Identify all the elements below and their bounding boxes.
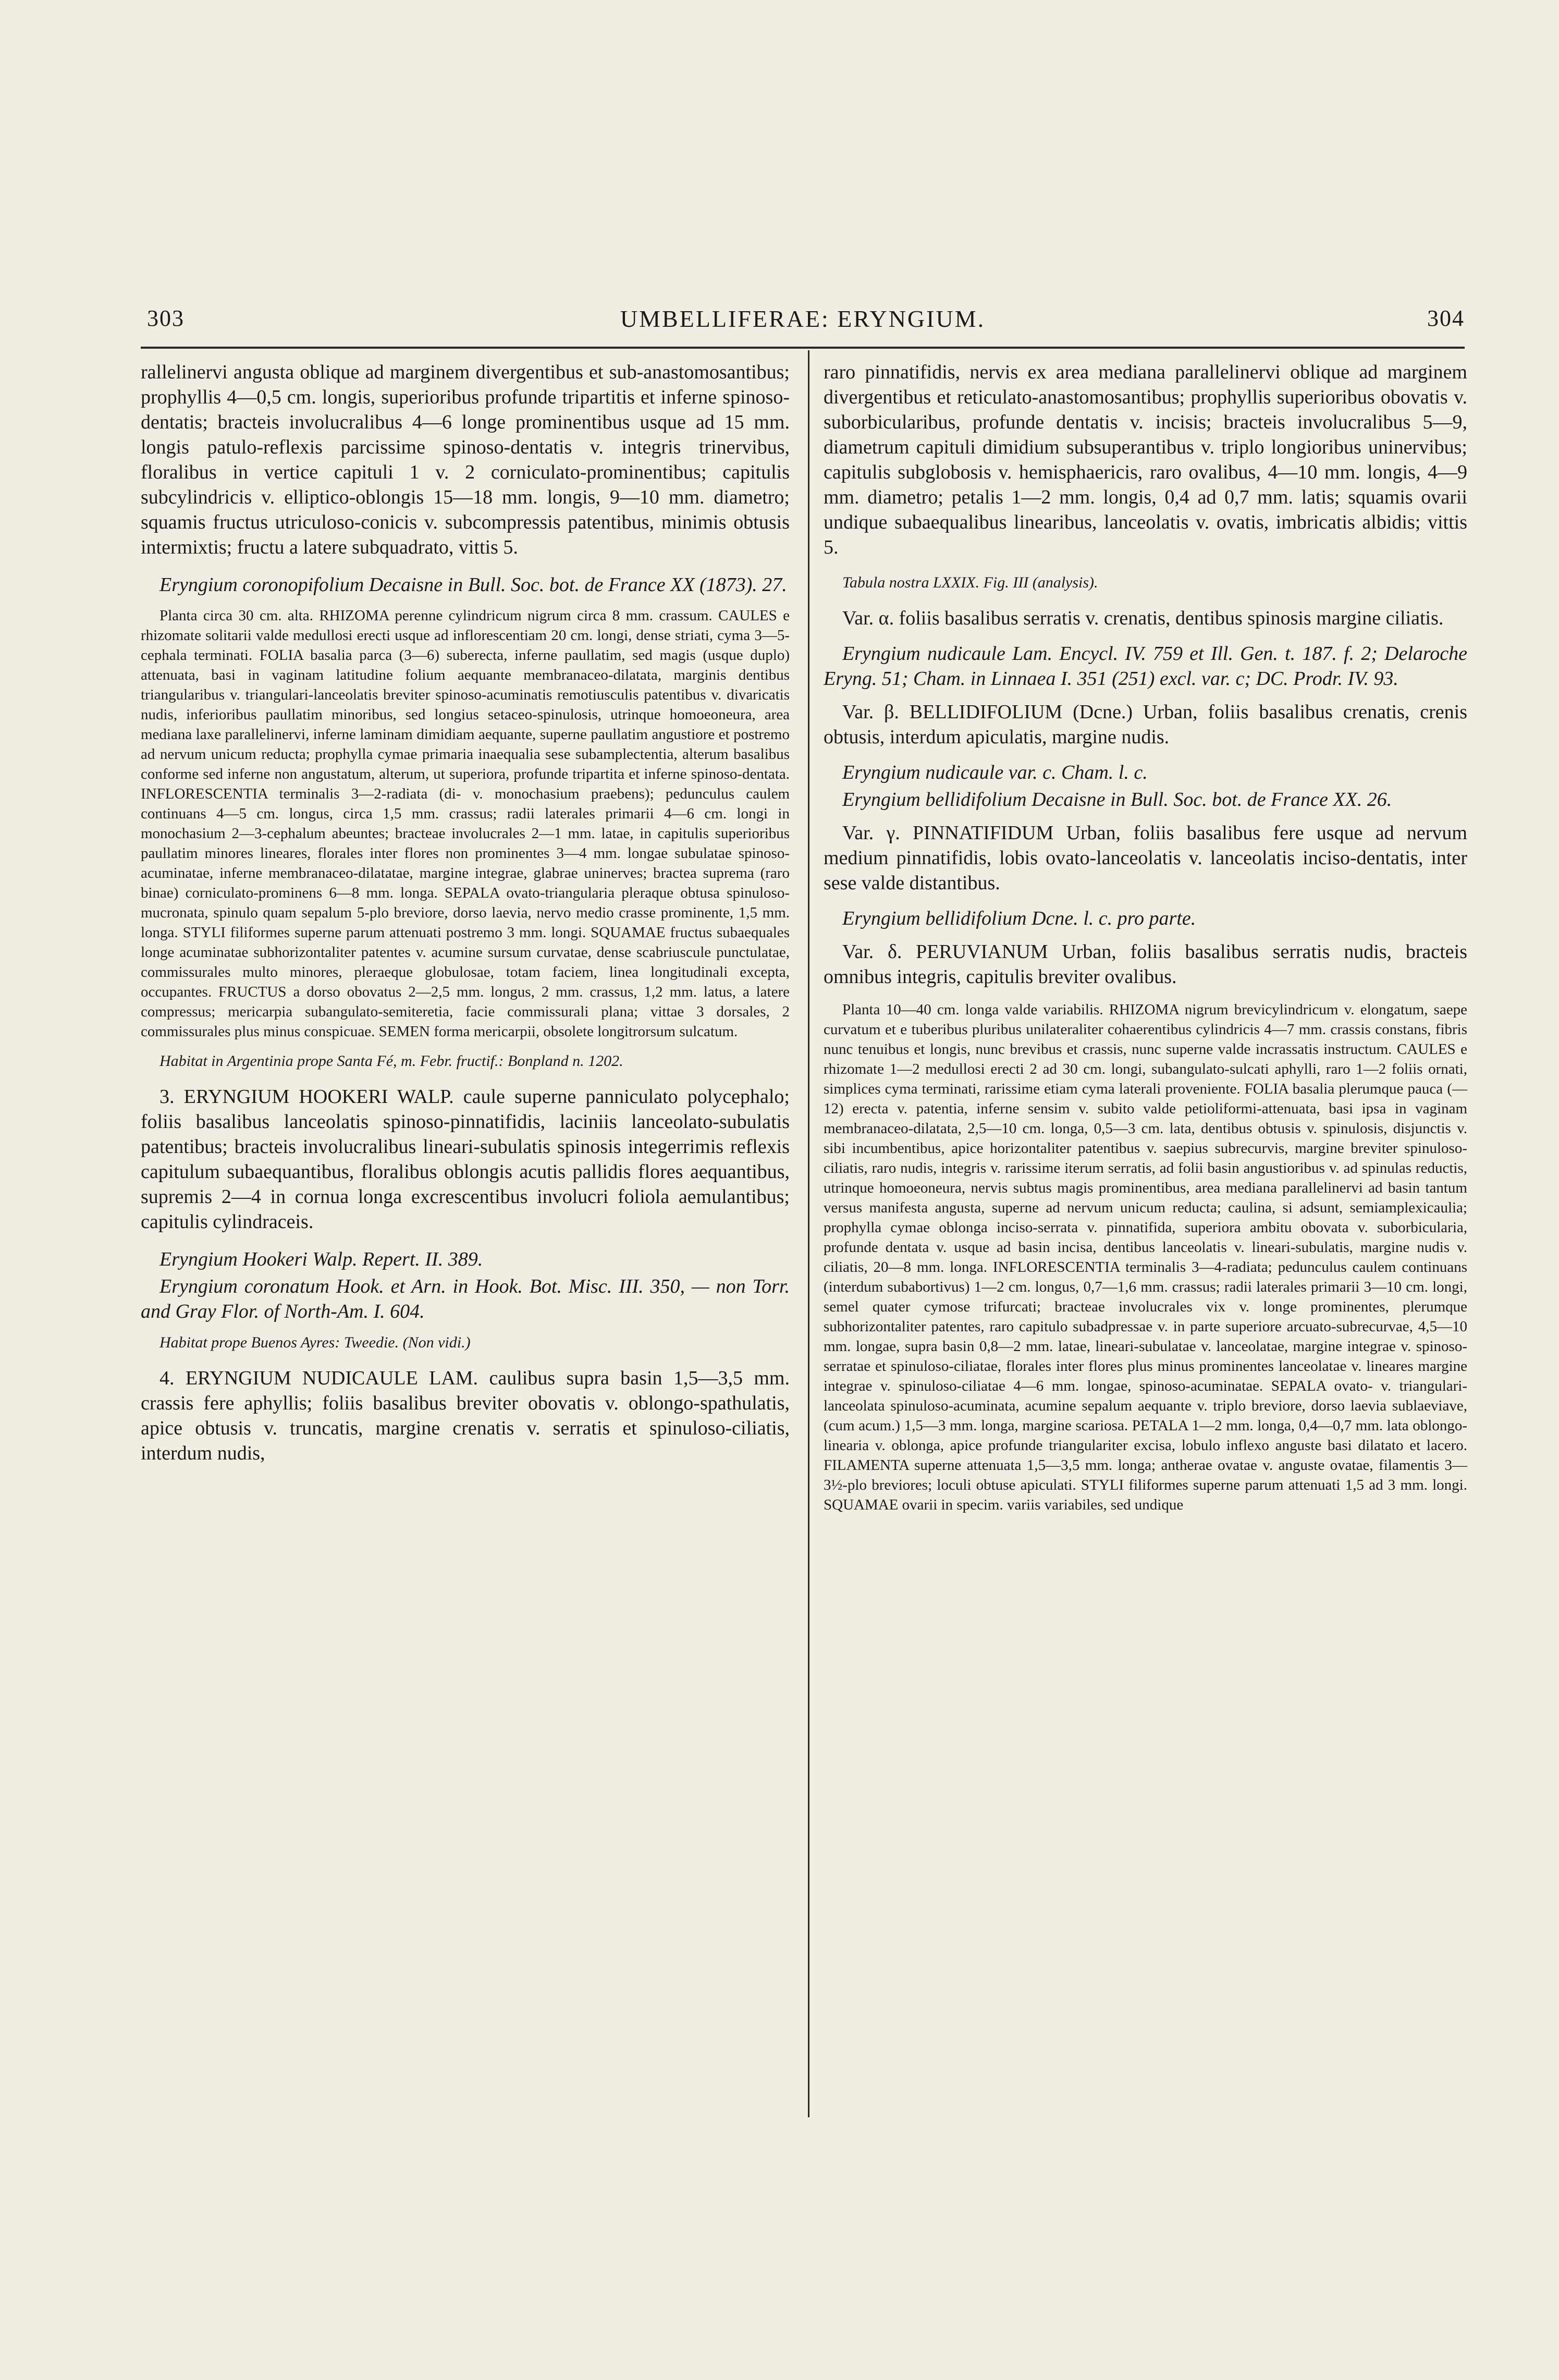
description-paragraph: Planta 10—40 cm. longa valde variabilis. RHIZOMA nigrum brevicylindricum v. elongatum, saepe curvatum et e tuberibus pluribus unilateraliter cohaerentibus cylindricis 4—7 mm. crassis constans, fibris nunc tenuibus et longis, nunc brevibus et crassis, nunc superne valde incrassatis instructum. CAULES e rhizomate 1—2 medullosi erecti 2 ad 30 cm. longi, subangulato-sulcati aphylli, raro 1—2 foliis ornati, simplices cyma terminati, rarissime etiam cyma laterali proveniente. FOLIA basalia plerumque pauca (—12) erecta v. patentia, inferne sensim v. subito valde petioliformi-attenuata, basi ipsa in vaginam membranaceo-dilatata, 2,5—10 cm. longa, 0,5—3 cm. lata, dentibus obtusis v. spinulosis, disjunctis v. sibi incumbentibus, apice horizontaliter patentibus v. saepius subrecurvis, margine breviter spinuloso-ciliatis, raro nudis, integris v. rarissime iterum serratis, ad folii basin angustioribus v. ad spinulas reductis, utrinque homoeoneura, nervis subtus magis prominentibus, area mediana parallelinervi ad basin tantum versus manifesta angusta, superne ad nervum unicum reducta; caulina, si adsunt, semiamplexicaulia; prophylla cymae oblonga inciso-serrata v. pinnatifida, superiora ambitu obovata v. suborbicularia, profunde dentata v. usque ad basin incisa, dentibus lanceolatis v. lineari-subulatis, margine nudis v. ciliatis, 20—8 mm. longa. INFLORESCENTIA terminalis 3—4-radiata; pedunculus caulem continuans (interdum subabortivus) 1—2 cm. longus, 0,7—1,6 mm. crassus; radii laterales primarii 3—10 cm. longi, semel quater cymose trifurcati; bracteae involucrales vix v. longe prominentes, plerumque subhorizontaliter patentes, raro capitulo subadpressae v. in parte superiore arcuato-subrecurvae, 4,5—10 mm. longae, supra basin 0,8—2 mm. latae, lineari-subulatae v. lanceolatae, margine integrae v. spinoso-serratae et spinuloso-ciliatae, florales inter flores plus minus prominentes lanceolatae v. lineares margine integrae v. spinuloso-ciliatae 4—6 mm. longae, spinoso-acuminatae. SEPALA ovato- v. triangulari-lanceolata spinuloso-acuminata, acumine sepalum aequante v. triplo breviore, dorso laevia sublaeviave, (cum acum.) 1,5—3 mm. longa, margine scariosa. PETALA 1—2 mm. longa, 0,4—0,7 mm. lata oblongo-linearia v. oblonga, apice profunde triangulariter excisa, lobulo inflexo anguste basi dilatato et lacero. FILAMENTA superne attenuata 1,5—3,5 mm. longa; antherae ovatae v. anguste ovatae, filamentis 3—3½-plo breviores; loculi obtuse apiculati. STYLI filiformes superne parum attenuati 1,5 ad 3 mm. longi. SQUAMAE ovarii in specim. variis variabiles, sed undique	[824, 1001, 1467, 1513]
continued-paragraph: raro pinnatifidis, nervis ex area mediana parallelinervi oblique ad marginem divergentibus et reticulato-anastomosantibus; prophyllis superioribus obovatis v. suborbicularibus, profunde dentatis v. incisis; bracteis involucralibus 5—9, diametrum capituli dimidium subsuperantibus v. triplo longioribus uninervibus; capitulis subglobosis v. hemisphaericis, raro ovalibus, 4—10 mm. longis, 4—9 mm. diametro; petalis 1—2 mm. longis, 0,4 ad 0,7 mm. latis; squamis ovarii undique subaequalibus linearibus, lanceolatis v. ovatis, imbricatis albidis; vittis 5.	[824, 361, 1467, 558]
variety-alpha: Var. α. foliis basalibus serratis v. crenatis, dentibus spinosis margine ciliatis.	[842, 607, 1444, 629]
variety-delta: Var. δ. PERUVIANUM Urban, foliis basalibus serratis nudis, bracteis omnibus integris, capitulis breviter ovalibus.	[824, 941, 1467, 988]
page-number-left: 303	[147, 305, 185, 331]
synonym-line: Eryngium bellidifolium Decaisne in Bull. Soc. bot. de France XX. 26.	[842, 789, 1392, 811]
species-3-diagnosis: 3. ERYNGIUM HOOKERI WALP. caule superne panniculato polycephalo; foliis basalibus lanceolatis spinoso-pinnatifidis, laciniis lanceolato-subulatis patentibus; bracteis involucralibus lineari-subulatis spinosis integerrimis reflexis capitulum subaequantibus, floralibus oblongis acutis pallidis flores aequantibus, supremis 2—4 in cornua longa excrescentibus involucri foliola aemulantibus; capitulis cylindraceis.	[141, 1086, 790, 1233]
synonym-line: Eryngium nudicaule var. c. Cham. l. c.	[842, 762, 1148, 783]
column-divider	[808, 350, 809, 2117]
synonym-line: Eryngium nudicaule Lam. Encycl. IV. 759 et Ill. Gen. t. 187. f. 2; Delaroche Eryng. 51; Cham. in Linnaea I. 351 (251) excl. var. c; DC. Prodr. IV. 93.	[824, 643, 1467, 690]
synonym-line: Eryngium coronopifolium Decaisne in Bull. Soc. bot. de France XX (1873). 27.	[159, 574, 787, 596]
habitat-note: Habitat in Argentinia prope Santa Fé, m. Febr. fructif.: Bonpland n. 1202.	[159, 1052, 623, 1070]
habitat-note: Habitat prope Buenos Ayres: Tweedie. (Non vidi.)	[159, 1334, 471, 1351]
page-header	[141, 305, 1465, 336]
synonym-line: Eryngium bellidifolium Dcne. l. c. pro parte.	[842, 907, 1196, 929]
left-column	[141, 360, 790, 1478]
right-column	[824, 360, 1467, 1524]
running-title: UMBELLIFERAE: ERYNGIUM.	[620, 305, 986, 332]
continued-paragraph: rallelinervi angusta oblique ad marginem divergentibus et sub-anastomosantibus; prophyllis 4—0,5 cm. longis, superioribus profunde tripartitis et inferne spinoso-dentatis; bracteis involucralibus 4—6 longe prominentibus usque ad 15 mm. longis patulo-reflexis parcissime spinoso-dentatis v. integris trinervibus, floralibus in vertice capituli 1 v. 2 corniculato-prominentibus; capitulis subcylindricis v. elliptico-oblongis 15—18 mm. longis, 9—10 mm. diametro; squamis fructus utriculoso-conicis v. subcompressis patentibus, minimis obtusis intermixtis; fructu a latere subquadrato, vittis 5.	[141, 361, 790, 558]
page-number-right: 304	[1427, 305, 1465, 331]
synonym-line: Eryngium coronatum Hook. et Arn. in Hook. Bot. Misc. III. 350, — non Torr. and Gray Flor. of North-Am. I. 604.	[141, 1275, 790, 1322]
synonym-line: Eryngium Hookeri Walp. Repert. II. 389.	[159, 1248, 483, 1270]
plate-reference: Tabula nostra LXXIX. Fig. III (analysis).	[842, 574, 1098, 591]
species-4-diagnosis: 4. ERYNGIUM NUDICAULE LAM. caulibus supra basin 1,5—3,5 mm. crassis fere aphyllis; foliis basalibus breviter obovatis v. oblongo-spathulatis, apice obtusis v. truncatis, margine crenatis v. serratis et spinuloso-ciliatis, interdum nudis,	[141, 1367, 790, 1464]
header-rule	[141, 347, 1465, 349]
variety-beta: Var. β. BELLIDIFOLIUM (Dcne.) Urban, foliis basalibus crenatis, crenis obtusis, interdum apiculatis, margine nudis.	[824, 701, 1467, 748]
variety-gamma: Var. γ. PINNATIFIDUM Urban, foliis basalibus fere usque ad nervum medium pinnatifidis, lobis ovato-lanceolatis v. lanceolatis inciso-dentatis, inter sese valde distantibus.	[824, 822, 1467, 894]
description-paragraph: Planta circa 30 cm. alta. RHIZOMA perenne cylindricum nigrum circa 8 mm. crassum. CAULES e rhizomate solitarii valde medullosi erecti usque ad inflorescentiam 20 cm. longi, dense striati, cyma 3—5-cephala terminati. FOLIA basalia parca (3—6) suberecta, inferne paullatim, sed magis (usque duplo) attenuata, basi in vaginam latitudine folium aequante membranaceo-dilatata, marginis dentibus triangularibus v. triangulari-lanceolatis breviter spinoso-acuminatis remotiusculis patentibus v. divaricatis nudis, inferioribus paullatim minoribus, sed longius setaceo-spinulosis, utrinque homoeoneura, area mediana laxe parallelinervi, inferne laminam dimidiam aequante, superne paullatim angustiore et postremo ad nervum unicum reducta; prophylla cymae primaria inaequalia sese subamplectentia, alterum basalibus conforme sed inferne non angustatum, alterum, ut superiora, profunde tripartita et inferne spinoso-dentata. INFLORESCENTIA terminalis 3—2-radiata (di- v. monochasium praebens); pedunculus caulem continuans 4—5 cm. longus, circa 1,5 mm. crassus; radii laterales primarii 4—6 cm. longi in monochasium 2—3-cephalum abeuntes; bracteae involucrales 2—1 mm. latae, in capitulis superioribus paullatim minores lineares, florales inter flores non prominentes 3—4 mm. longae subulatae spinoso-acuminatae, inferne membranaceo-dilatatae, margine integrae, glabrae uninerves; bractea suprema (raro binae) corniculato-prominens 6—8 mm. longa. SEPALA ovato-triangularia pleraque obtusa spinuloso-mucronata, spinulo quam sepalum 5-plo breviore, dorso laevia, nervo medio crasse prominente, 1,5 mm. longa. STYLI filiformes superne parum attenuati postremo 3 mm. longi. SQUAMAE fructus subaequales longe acuminatae subhorizontaliter patentes v. acumine sursum curvatae, dense scabriuscule punctulatae, commissurales multo minores, pleraeque globulosae, totam faciem, linea longitudinali excepta, occupantes. FRUCTUS a dorso obovatus 2—2,5 mm. longus, 2 mm. crassus, 1,2 mm. latus, a latere compressus; mericarpia subangulato-semiteretia, facie commissurali plana; vittae 3 dorsales, 2 commissurales plus minus conspicuae. SEMEN forma mericarpii, obsolete longitrorsum sulcatum.	[141, 607, 790, 1040]
